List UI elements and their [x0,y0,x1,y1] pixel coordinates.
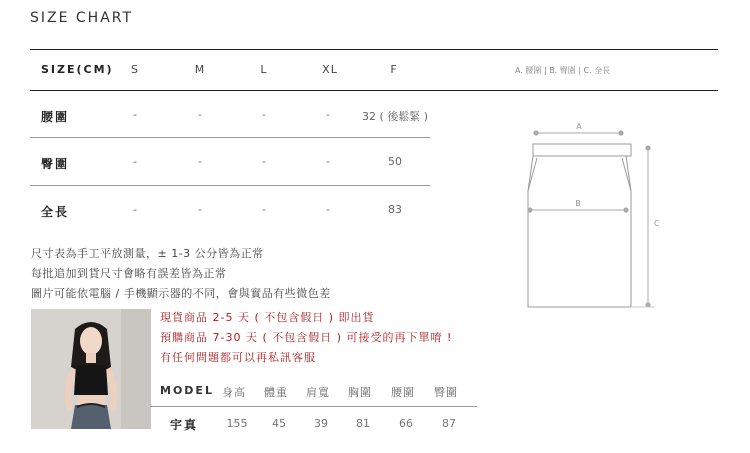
row-divider [30,137,430,138]
measure-a-label: A [576,122,582,131]
model-photo [31,309,151,429]
table-cell: - [198,155,202,168]
note-line: 每批追加到貨尺寸會略有誤差皆為正常 [31,267,227,280]
table-cell: 32 ( 後鬆緊 ) [361,110,429,123]
model-value: 155 [226,417,248,430]
table-cell: - [262,155,266,168]
shipping-in-stock: 現貨商品 2-5 天 ( 不包含假日 ) 即出貨 [160,311,375,324]
size-header-label: SIZE(CM) [41,63,114,76]
table-cell: - [133,203,137,216]
model-header-weight: 體重 [264,386,288,399]
table-cell: - [133,108,137,121]
model-header-height: 身高 [222,386,246,399]
shipping-preorder: 預購商品 7-30 天 ( 不包含假日 ) 可接受的再下單唷 ! [160,331,453,344]
row-label-length: 全長 [41,205,70,219]
model-header-waist: 腰圍 [391,386,415,399]
table-cell: - [262,203,266,216]
size-header-f: F [390,63,398,76]
model-photo-icon [31,309,151,429]
table-cell: - [326,203,330,216]
measure-c-label: C [654,219,660,228]
model-header-hip: 臀圍 [434,386,458,399]
model-table-divider [150,406,477,407]
table-header-rule [30,90,718,91]
table-cell: 83 [388,203,402,216]
row-divider [30,185,430,186]
model-value: 81 [356,417,370,430]
note-line: 圖片可能依電腦 / 手機顯示器的不同，會與實品有些微色差 [31,287,331,300]
skirt-outline-icon [528,144,631,307]
size-header-xl: XL [322,63,338,76]
page-title: SIZE CHART [30,10,134,26]
size-header-l: L [260,63,268,76]
table-cell: - [133,155,137,168]
measure-b-label: B [575,199,581,208]
measurement-legend: A. 腰圍 | B. 臀圍 | C. 全長 [515,66,611,75]
table-cell: - [198,203,202,216]
shipping-contact: 有任何問題都可以再私訊客服 [160,351,316,364]
model-header-label: MODEL [160,384,214,397]
table-cell: - [326,108,330,121]
table-top-rule [30,49,718,50]
table-cell: - [262,108,266,121]
model-header-shoulder: 肩寬 [306,386,330,399]
model-value: 66 [399,417,413,430]
note-line: 尺寸表為手工平放測量，± 1-3 公分皆為正常 [31,247,264,260]
row-label-waist: 腰圍 [41,110,70,124]
table-cell: - [326,155,330,168]
size-header-s: S [131,63,139,76]
model-value: 87 [442,417,456,430]
model-name: 宇真 [170,418,199,432]
model-header-bust: 胸圍 [348,386,372,399]
model-value: 39 [314,417,328,430]
table-cell: - [198,108,202,121]
skirt-diagram [515,115,665,315]
table-cell: 50 [388,155,402,168]
row-label-hip: 臀圍 [41,157,70,171]
size-header-m: M [194,63,206,76]
model-value: 45 [272,417,286,430]
